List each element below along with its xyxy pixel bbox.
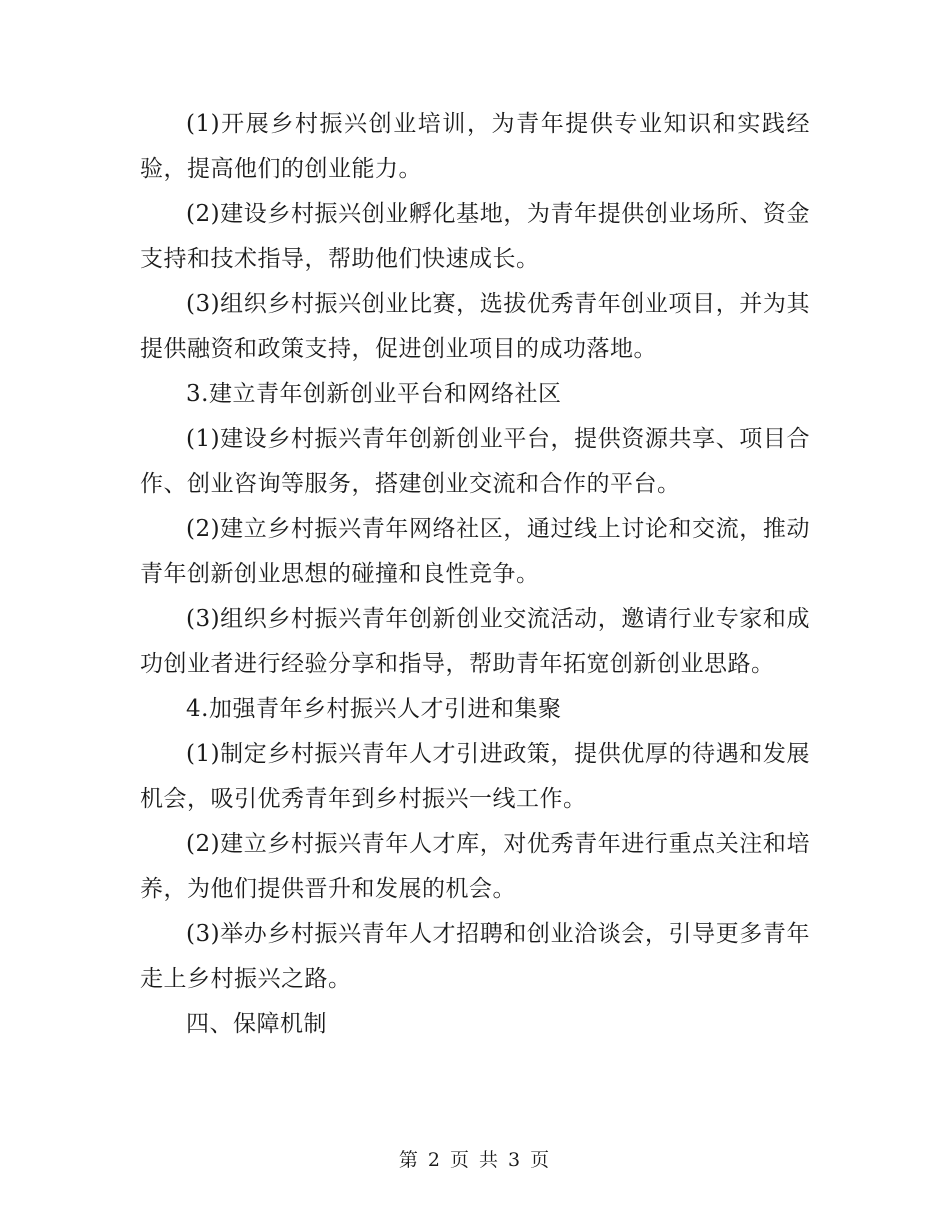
paragraph: (1)建设乡村振兴青年创新创业平台，提供资源共享、项目合作、创业咨询等服务，搭建创业交流和合作的平台。	[140, 426, 810, 497]
paragraph: (3)举办乡村振兴青年人才招聘和创业洽谈会，引导更多青年走上乡村振兴之路。	[140, 921, 810, 992]
section-heading: 3.建立青年创新创业平台和网络社区	[186, 381, 562, 407]
paragraph: (2)建设乡村振兴创业孵化基地，为青年提供创业场所、资金支持和技术指导，帮助他们快速成长。	[140, 201, 810, 272]
paragraph: (3)组织乡村振兴创业比赛，选拔优秀青年创业项目，并为其提供融资和政策支持，促进创业项目的成功落地。	[140, 291, 810, 362]
section-heading: 4.加强青年乡村振兴人才引进和集聚	[186, 696, 562, 722]
paragraph: (2)建立乡村振兴青年网络社区，通过线上讨论和交流，推动青年创新创业思想的碰撞和良性竞争。	[140, 516, 810, 587]
paragraph: (2)建立乡村振兴青年人才库，对优秀青年进行重点关注和培养，为他们提供晋升和发展的机会。	[140, 831, 810, 902]
document-body	[140, 102, 810, 1047]
page-number-footer: 第 2 页 共 3 页	[398, 1149, 552, 1171]
section-heading: 四、保障机制	[186, 1011, 327, 1037]
paragraph: (3)组织乡村振兴青年创新创业交流活动，邀请行业专家和成功创业者进行经验分享和指导，帮助青年拓宽创新创业思路。	[140, 606, 810, 677]
paragraph: (1)制定乡村振兴青年人才引进政策，提供优厚的待遇和发展机会，吸引优秀青年到乡村振兴一线工作。	[140, 741, 810, 812]
paragraph: (1)开展乡村振兴创业培训，为青年提供专业知识和实践经验，提高他们的创业能力。	[140, 111, 810, 182]
